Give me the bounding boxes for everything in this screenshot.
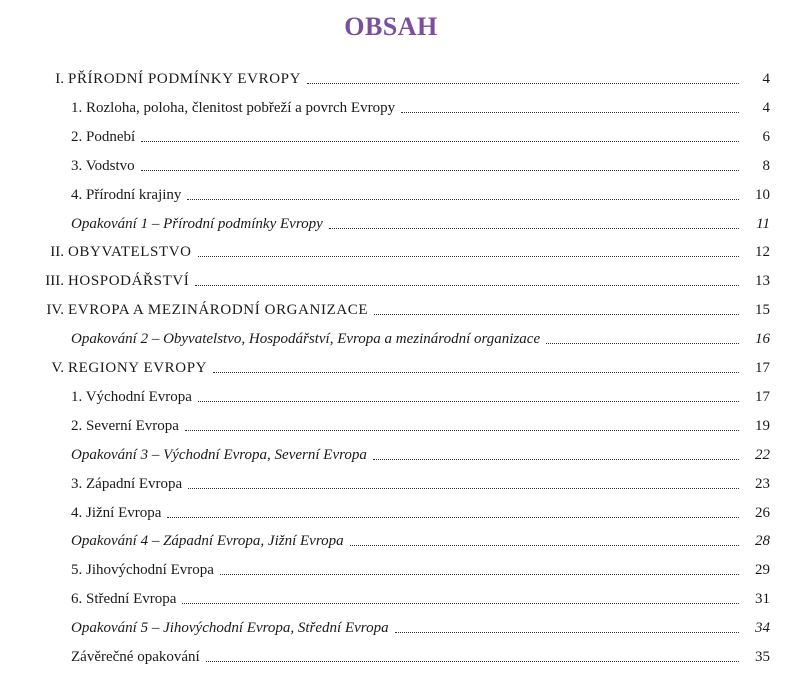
toc-page-number: 4 (762, 99, 770, 116)
toc-page-number: 16 (755, 331, 770, 348)
toc-entry-label (0, 272, 189, 290)
toc-entry-text: 3. Západní Evropa (71, 475, 183, 492)
toc-page-number: 11 (756, 215, 770, 232)
toc-entry-text: PŘÍRODNÍ PODMÍNKY EVROPY (68, 71, 302, 87)
toc-entry-label (0, 215, 323, 233)
toc-entry-text: 1. Východní Evropa (71, 388, 192, 405)
toc-entry-text: Opakování 4 – Západní Evropa, Jižní Evropa (71, 533, 344, 550)
toc-section-row[interactable] (0, 494, 800, 522)
dot-leader (307, 82, 739, 84)
toc-section-row[interactable] (0, 638, 800, 666)
toc-page-number: 13 (755, 273, 770, 290)
toc-entry-text: Opakování 3 – Východní Evropa, Severní Evropa (71, 446, 367, 463)
dot-leader (182, 602, 739, 604)
toc-page-number: 31 (755, 591, 770, 608)
dot-leader (141, 169, 739, 171)
toc-entry-text: Závěrečné opakování (71, 649, 200, 665)
toc-entry-text: REGIONY EVROPY (68, 360, 208, 376)
toc-page-number: 19 (755, 417, 770, 434)
toc-entry-label (0, 359, 207, 377)
toc-entry-label (0, 648, 200, 666)
toc-page-number: 22 (755, 446, 770, 463)
dot-leader (141, 140, 739, 142)
dot-leader (185, 429, 739, 431)
toc-entry-text: EVROPA A MEZINÁRODNÍ ORGANIZACE (68, 302, 369, 319)
toc-section-row[interactable] (0, 551, 800, 579)
toc-chapter-row[interactable] (0, 349, 800, 377)
toc-entry-text: 4. Přírodní krajiny (71, 186, 182, 203)
dot-leader (373, 458, 739, 460)
toc-entry-text: 2. Podnebí (71, 128, 136, 145)
dot-leader (187, 198, 739, 200)
dot-leader (220, 573, 739, 575)
dot-leader (329, 227, 739, 229)
toc-entry-label (0, 157, 135, 175)
toc-entry-label (0, 128, 135, 146)
toc-entry-text: OBYVATELSTVO (68, 244, 192, 261)
dot-leader (167, 516, 739, 518)
toc-entry-text: Opakování 5 – Jihovýchodní Evropa, Střední Evropa (71, 620, 389, 637)
toc-page-number: 10 (755, 186, 770, 203)
toc-chapter-number: III. (45, 273, 64, 290)
toc-section-row[interactable] (0, 465, 800, 493)
toc-entry-label (0, 186, 181, 204)
toc-page-number: 26 (755, 504, 770, 521)
toc-entry-label (0, 70, 301, 88)
toc-page-number: 8 (762, 157, 770, 174)
dot-leader (401, 111, 739, 113)
toc-page-number: 17 (755, 360, 770, 376)
toc-chapter-row[interactable] (0, 291, 800, 319)
toc-entry-label (0, 619, 389, 637)
toc-section-row[interactable] (0, 176, 800, 204)
toc-page-number: 29 (755, 562, 770, 579)
toc-entry-label (0, 99, 395, 117)
dot-leader (374, 313, 739, 315)
toc-entry-text: 3. Vodstvo (71, 157, 135, 174)
toc-review-row[interactable] (0, 205, 800, 233)
dot-leader (350, 544, 739, 546)
toc-entry-label (0, 532, 344, 550)
toc-review-row[interactable] (0, 609, 800, 637)
toc-entry-text: 6. Střední Evropa (71, 591, 177, 608)
toc-entry-label (0, 561, 214, 579)
toc-entry-label (0, 590, 176, 608)
toc-entry-text: 2. Severní Evropa (71, 417, 179, 434)
toc-entry-label (0, 475, 182, 493)
toc-entry-label (0, 446, 367, 464)
toc-chapter-row[interactable] (0, 233, 800, 261)
toc-chapter-number: II. (50, 244, 64, 261)
toc-entry-label (0, 243, 192, 261)
toc-chapter-number: I. (55, 71, 64, 87)
toc-page-number: 34 (755, 620, 770, 637)
toc-page-number: 12 (755, 244, 770, 261)
toc-entry-text: HOSPODÁŘSTVÍ (68, 273, 190, 290)
dot-leader (198, 400, 739, 402)
toc-page-number: 4 (762, 71, 770, 87)
toc-section-row[interactable] (0, 378, 800, 406)
dot-leader (188, 487, 739, 489)
toc-page-number: 17 (755, 388, 770, 405)
toc-chapter-number: IV. (46, 302, 64, 319)
toc-entry-text: 1. Rozloha, poloha, členitost pobřeží a povrch Evropy (71, 99, 396, 116)
toc-chapter-row[interactable] (0, 60, 800, 88)
toc-chapter-number: V. (51, 360, 64, 376)
dot-leader (198, 255, 739, 257)
toc-entry-text: Opakování 2 – Obyvatelstvo, Hospodářství, Evropa a mezinárodní organizace (71, 331, 541, 348)
toc-section-row[interactable] (0, 407, 800, 435)
toc-section-row[interactable] (0, 147, 800, 175)
toc-section-row[interactable] (0, 89, 800, 117)
toc-entry-label (0, 417, 179, 435)
toc-entry-text: Opakování 1 – Přírodní podmínky Evropy (71, 215, 323, 232)
toc-section-row[interactable] (0, 118, 800, 146)
toc-entry-text: 4. Jižní Evropa (71, 504, 162, 521)
dot-leader (213, 371, 739, 373)
toc-page-number: 28 (755, 533, 770, 550)
toc-entry-text: 5. Jihovýchodní Evropa (71, 562, 214, 579)
toc-section-row[interactable] (0, 580, 800, 608)
toc-page-number: 6 (762, 128, 770, 145)
toc-entry-label (0, 504, 161, 522)
dot-leader (546, 342, 739, 344)
dot-leader (195, 284, 739, 286)
toc-entry-label (0, 330, 540, 348)
toc-review-row[interactable] (0, 436, 800, 464)
toc-page-number: 23 (755, 475, 770, 492)
toc-review-row[interactable] (0, 522, 800, 550)
toc-page-number: 35 (755, 649, 770, 665)
dot-leader (206, 660, 739, 662)
page-title: OBSAH (344, 12, 438, 41)
toc-entry-label (0, 388, 192, 406)
toc-page-number: 15 (755, 302, 770, 319)
toc-entry-label (0, 301, 368, 319)
dot-leader (395, 631, 739, 633)
toc-chapter-row[interactable] (0, 262, 800, 290)
toc-review-row[interactable] (0, 320, 800, 348)
